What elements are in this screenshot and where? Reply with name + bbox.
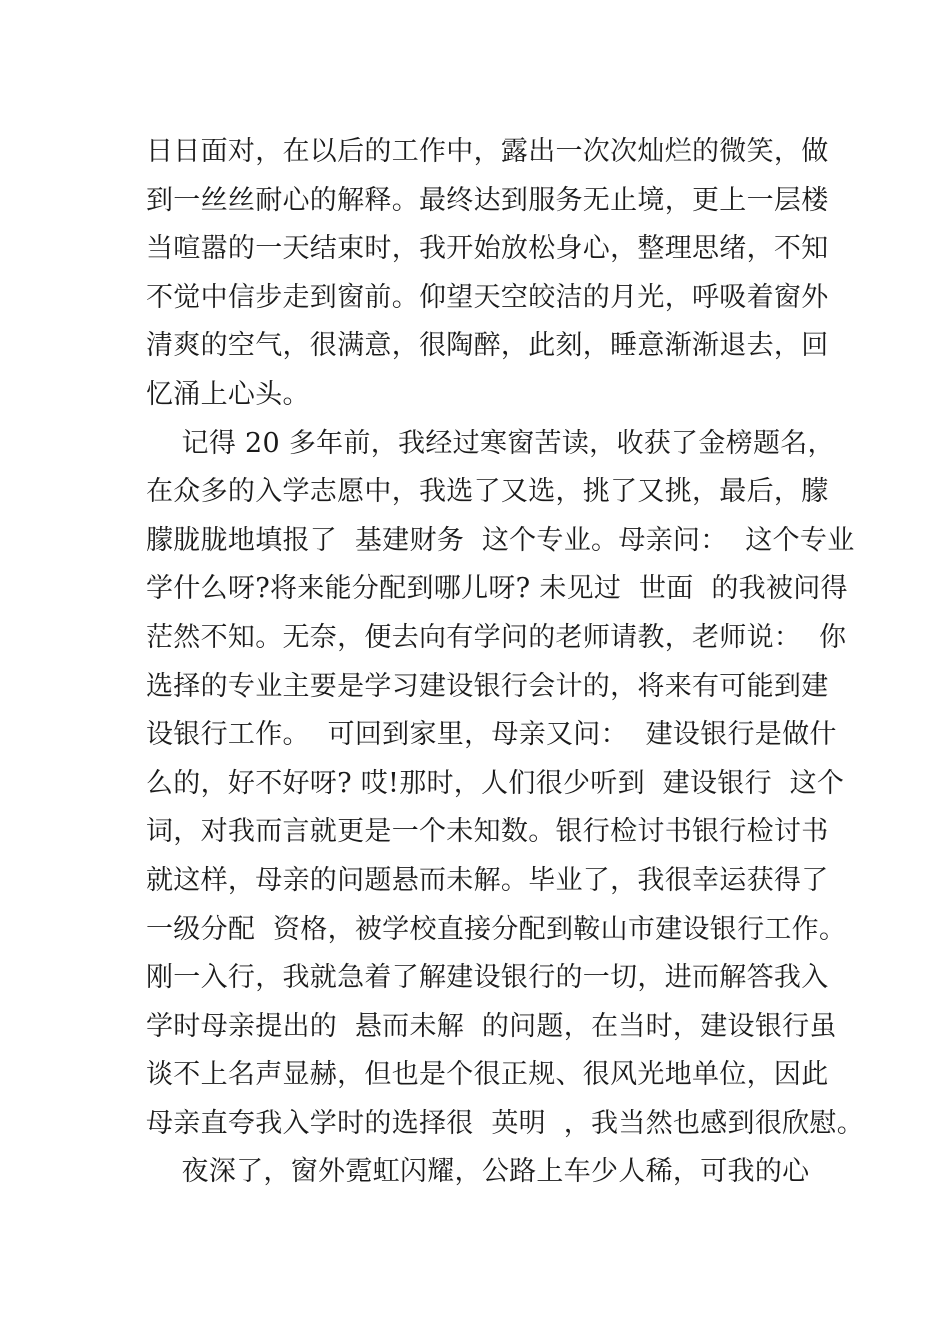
text-line: 选择的专业主要是学习建设银行会计的，将来有可能到建 [146,670,829,702]
text-line: 记得 20 多年前，我经过寒窗苦读，收获了金榜题名， [146,427,835,459]
text-line: 清爽的空气，很满意，很陶醉，此刻，睡意渐渐退去，回 [146,330,829,362]
text-line: 一级分配 资格，被学校直接分配到鞍山市建设银行工作。 [146,913,847,945]
text-line: 母亲直夸我入学时的选择很 英明 ，我当然也感到很欣慰。 [146,1107,865,1139]
text-line: 到一丝丝耐心的解释。最终达到服务无止境，更上一层楼 [146,184,829,216]
text-line: 当喧嚣的一天结束时，我开始放松身心，整理思绪，不知 [146,233,829,265]
text-line: 词，对我而言就更是一个未知数。银行检讨书银行检讨书 [146,816,829,848]
text-line: 谈不上名声显赫，但也是个很正规、很风光地单位，因此 [146,1059,829,1091]
text-line: 学时母亲提出的 悬而未解 的问题，在当时，建设银行虽 [146,1010,837,1042]
text-line: 学什么呀?将来能分配到哪儿呀? 未见过 世面 的我被问得 [146,573,848,605]
text-line: 在众多的入学志愿中，我选了又选，挑了又挑，最后，朦 [146,476,829,508]
text-line: 茫然不知。无奈，便去向有学问的老师请教，老师说： 你 [146,621,847,653]
text-line: 不觉中信步走到窗前。仰望天空皎洁的月光，呼吸着窗外 [146,281,829,313]
text-line: 忆涌上心头。 [146,378,310,410]
text-line: 夜深了，窗外霓虹闪耀，公路上车少人稀，可我的心 [146,1156,810,1188]
text-line: 设银行工作。 可回到家里，母亲又问： 建设银行是做什 [146,719,837,751]
text-line: 么的，好不好呀? 哎!那时，人们很少听到 建设银行 这个 [146,767,845,799]
text-line: 就这样，母亲的问题悬而未解。毕业了，我很幸运获得了 [146,864,829,896]
text-line: 日日面对，在以后的工作中，露出一次次灿烂的微笑，做 [146,136,829,167]
text-line: 朦胧胧地填报了 基建财务 这个专业。母亲问： 这个专业 [146,524,855,556]
body-text [146,128,865,1197]
text-line: 刚一入行，我就急着了解建设银行的一切，进而解答我入 [146,962,829,994]
